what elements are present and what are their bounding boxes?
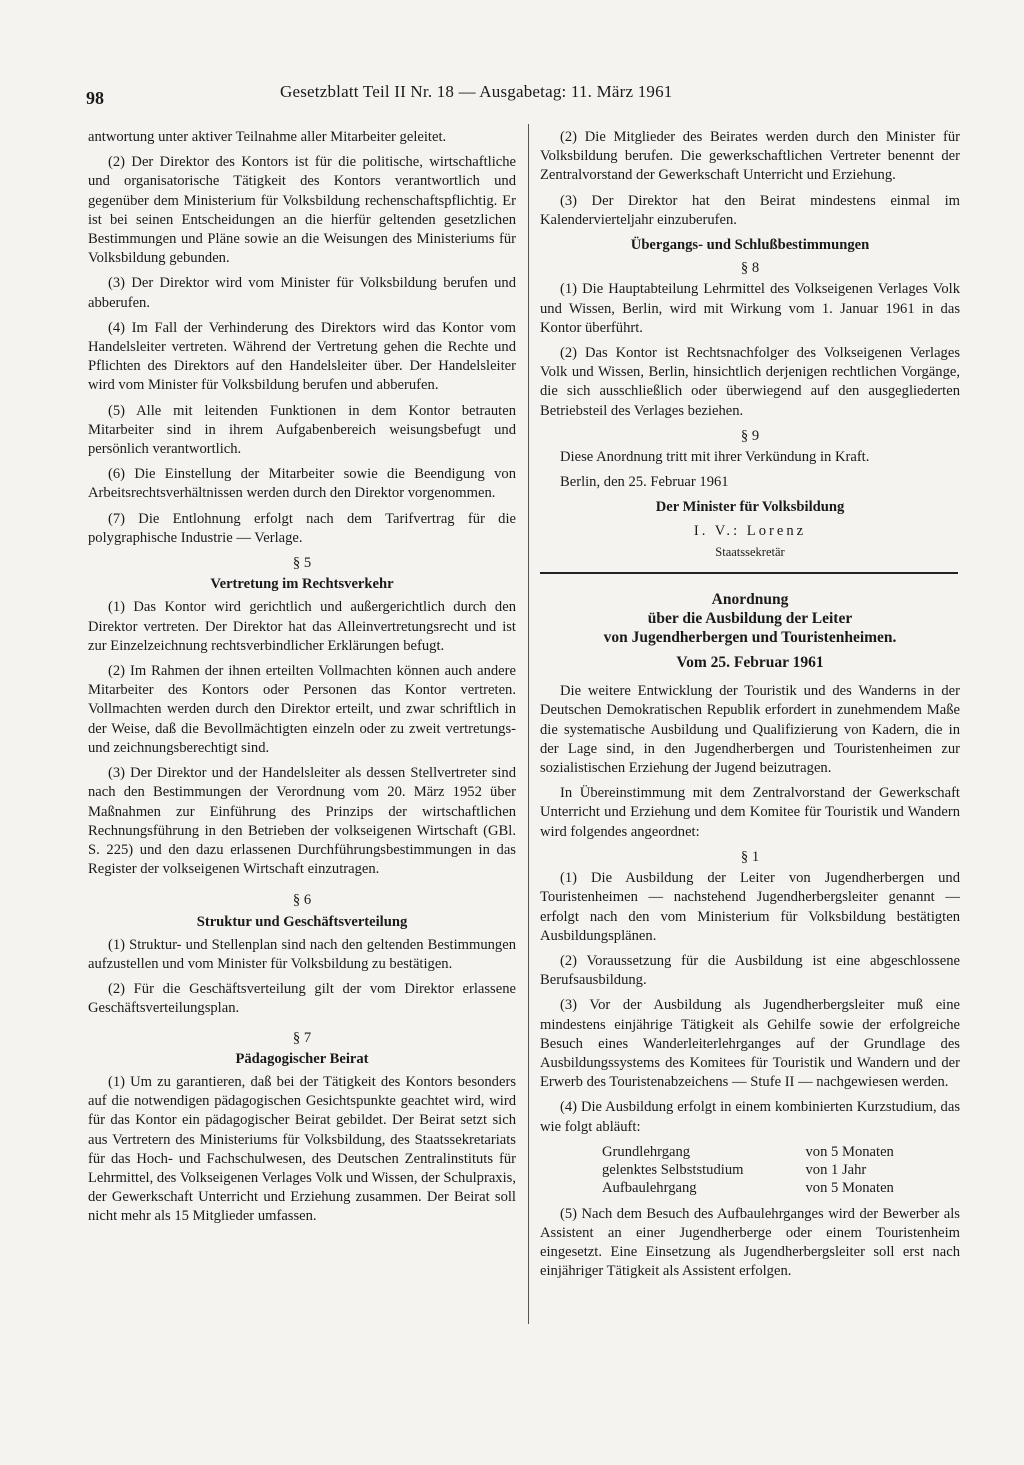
- paragraph: (2) Die Mitglieder des Beirates werden durch den Minister für Volksbildung berufen. Die gewerkschaftlichen Vertreter benennt der Zentralvorstand der Gewerkschaft Unterricht und Erziehung.: [540, 129, 960, 184]
- paragraph: (6) Die Einstellung der Mitarbeiter sowie die Beendigung von Arbeitsrechtsverhältnissen werden durch den Direktor vorgenommen.: [88, 466, 516, 502]
- paragraph: (2) Der Direktor des Kontors ist für die politische, wirtschaftliche und organisatorische Tätigkeit des Kontors verantwortlich und gegenüber dem Ministerium für Volksbildung rechenschaftspflichtig. Er ist bei seinen Entscheidungen an die hierfür geltenden gesetzlichen Bestimmungen und Pläne sowie an die Weisungen des Ministeriums für Volksbildung gebunden.: [88, 154, 516, 267]
- paragraph: (1) Um zu garantieren, daß bei der Tätigkeit des Kontors besonders auf die notwendigen pädagogischen Gesichtspunkte geachtet wird, wird für das Kontor ein pädagogischer Beirat gebildet. Der Beirat setzt sich aus Vertretern des Ministeriums für Volksbildung, des Staatssekretariats für das Hoch- und Fachschulwesen, des Deutschen Zentralinstituts für Lehrmittel, des Volkseigenen Verlages Volk und Wissen, der Schulpraxis, der Gewerkschaft Unterricht und Erziehung zusammen. Der Beirat soll nicht mehr als 15 Mitglieder umfassen.: [88, 1073, 516, 1225]
- document-date: Vom 25. Februar 1961: [676, 654, 824, 672]
- paragraph: (3) Der Direktor wird vom Minister für Volksbildung berufen und abberufen.: [88, 275, 516, 311]
- paragraph: (2) Das Kontor ist Rechtsnachfolger des Volkseigenen Verlages Volk und Wissen, Berlin, hinsichtlich derjenigen rechtlichen Vorgänge, die sich ausschließlich oder überwiegend auf den ausgegliederten Betriebsteil des Verlages beziehen.: [540, 345, 960, 419]
- paragraph: antwortung unter aktiver Teilnahme aller Mitarbeiter geleitet.: [88, 129, 447, 145]
- paragraph: (1) Die Ausbildung der Leiter von Jugendherbergen und Touristenheimen — nachstehend Jugendherbergsleiter genannt — erfolgt nach den vom Ministerium für Volksbildung bestätigten Ausbildungsplänen.: [540, 870, 960, 944]
- table-row: [600, 1161, 896, 1179]
- section-heading: Struktur und Geschäftsverteilung: [196, 913, 408, 930]
- paragraph: (2) Im Rahmen der ihnen erteilten Vollmachten können auch andere Mitarbeiter des Kontors oder Personen das Kontor vertreten. Vollmachten werden durch den Direktor erteilt, und zwar schriftlich in der Weise, daß die Bevollmächtigten einzeln oder zu zweit vertretungs- und zeichnungsberechtigt sind.: [88, 663, 516, 756]
- page-number: 98: [86, 88, 104, 108]
- paragraph: (5) Nach dem Besuch des Aufbaulehrganges wird der Bewerber als Assistent an einer Jugendherberge oder einem Touristenheim eingesetzt. Eine Einsetzung als Jugendherbergsleiter soll erst nach einjähriger Tätigkeit als Assistent erfolgen.: [540, 1205, 960, 1280]
- paragraph: Diese Anordnung tritt mit ihrer Verkündung in Kraft.: [560, 449, 870, 466]
- section-number: § 8: [740, 260, 760, 277]
- paragraph: (1) Die Hauptabteilung Lehrmittel des Volkseigenen Verlages Volk und Wissen, Berlin, wird mit Wirkung vom 1. Januar 1961 in das Kontor überführt.: [540, 281, 960, 336]
- horizontal-rule: [540, 572, 958, 574]
- paragraph: (3) Der Direktor hat den Beirat mindestens einmal im Kalendervierteljahr einzuberufen.: [540, 192, 960, 228]
- signer-title: Der Minister für Volksbildung: [655, 499, 845, 516]
- course-name: Grundlehrgang: [602, 1143, 691, 1160]
- signer-role: Staatssekretär: [715, 544, 785, 559]
- section-number: § 9: [740, 427, 760, 444]
- course-duration: von 1 Jahr: [805, 1161, 867, 1178]
- paragraph: (3) Vor der Ausbildung als Jugendherbergsleiter muß eine mindestens einjährige Tätigkeit als Gehilfe sowie der erfolgreiche Besuch eines Wanderleiterlehrganges auf der Grundlage des Ausbildungssystems des Komitees für Touristik und Wandern und der Erwerb des Touristenabzeichens — Stufe II — nachgewiesen werden.: [540, 997, 960, 1091]
- section-heading: Vertretung im Rechtsverkehr: [210, 576, 394, 593]
- place-date: Berlin, den 25. Februar 1961: [560, 474, 729, 491]
- signature-block: [540, 498, 960, 562]
- paragraph: (7) Die Entlohnung erfolgt nach dem Tarifvertrag für die polygraphische Industrie — Verlage.: [88, 510, 516, 546]
- course-table: [600, 1143, 896, 1197]
- course-duration: von 5 Monaten: [805, 1179, 894, 1196]
- course-name: gelenktes Selbststudium: [602, 1161, 744, 1178]
- paragraph: (5) Alle mit leitenden Funktionen in dem Kontor betrauten Mitarbeiter sind in ihrem Aufgabenbereich weisungsbefugt und persönlich verantwortlich.: [88, 402, 516, 458]
- section-heading: Übergangs- und Schlußbestimmungen: [630, 237, 870, 254]
- column-divider: [528, 124, 529, 1324]
- paragraph: (1) Das Kontor wird gerichtlich und außergerichtlich durch den Direktor vertreten. Der Direktor hat das Alleinvertretungsrecht und ist zur Einzelzeichnung rechtsverbindlicher Erklärungen befugt.: [88, 599, 516, 654]
- right-column: [540, 128, 960, 1288]
- table-row: [600, 1143, 896, 1161]
- table-row: [600, 1179, 896, 1197]
- signer-name: I. V.: Lorenz: [693, 522, 807, 539]
- left-column: [88, 128, 516, 1233]
- section-number: § 7: [292, 1029, 312, 1046]
- running-head: Gesetzblatt Teil II Nr. 18 — Ausgabetag: 11. März 1961: [280, 82, 673, 101]
- course-duration: von 5 Monaten: [805, 1143, 894, 1160]
- paragraph: (1) Struktur- und Stellenplan sind nach den geltenden Bestimmungen aufzustellen und vom Minister für Volksbildung zu bestätigen.: [88, 936, 516, 972]
- paragraph: In Übereinstimmung mit dem Zentralvorstand der Gewerkschaft Unterricht und Erziehung und dem Komitee für Touristik und Wandern wird folgendes angeordnet:: [540, 785, 960, 840]
- paragraph: (2) Für die Geschäftsverteilung gilt der vom Direktor erlassene Geschäftsverteilungsplan.: [88, 981, 516, 1017]
- section-heading: Pädagogischer Beirat: [235, 1050, 369, 1067]
- document-title: über die Ausbildung der Leiter: [647, 610, 853, 628]
- paragraph: (4) Im Fall der Verhinderung des Direktors wird das Kontor vom Handelsleiter vertreten. Während der Vertretung gehen die Rechte und Pflichten des Direktors auf den Handelsleiter über. Der Handelsleiter wird vom Minister für Volksbildung berufen und abberufen.: [88, 319, 516, 394]
- section-number: § 5: [292, 555, 312, 572]
- section-number: § 1: [740, 848, 760, 865]
- document-title: von Jugendherbergen und Touristenheimen.: [603, 629, 897, 647]
- course-name: Aufbaulehrgang: [602, 1179, 697, 1196]
- paragraph: (4) Die Ausbildung erfolgt in einem kombinierten Kurzstudium, das wie folgt abläuft:: [540, 1099, 960, 1135]
- paragraph: (2) Voraussetzung für die Ausbildung ist eine abgeschlossene Berufsausbildung.: [540, 952, 960, 989]
- section-number: § 6: [292, 892, 312, 909]
- paragraph: Die weitere Entwicklung der Touristik und des Wanderns in der Deutschen Demokratischen Republik erfordert in zunehmendem Maße die systematische Ausbildung und Qualifizierung von Kadern, die in der Lage sind, in den Jugendherbergen und Touristenheimen zur sozialistischen Erziehung der Jugend beizutragen.: [540, 683, 960, 777]
- document-title: Anordnung: [711, 591, 789, 609]
- paragraph: (3) Der Direktor und der Handelsleiter als dessen Stellvertreter sind nach den Bestimmungen der Verordnung vom 20. März 1952 über Maßnahmen zur Einführung des Prinzips der wirtschaftlichen Rechnungsführung in den Betrieben der volkseigenen Wirtschaft (GBl. S. 225) und den dazu erlassenen Durchführungsbestimmungen in das Register der volkseigenen Wirtschaft einzutragen.: [88, 765, 516, 878]
